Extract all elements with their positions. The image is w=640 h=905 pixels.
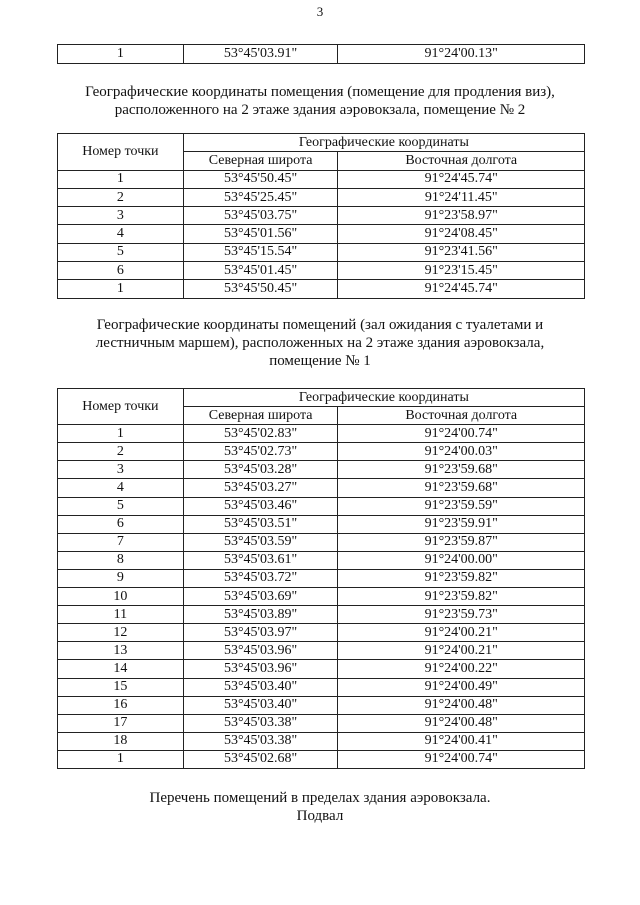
point-number-cell: 5 xyxy=(58,243,184,261)
table-row xyxy=(58,533,585,551)
table-row xyxy=(58,280,585,298)
point-number-cell: 5 xyxy=(58,497,184,515)
longitude-cell: 91°24'00.21" xyxy=(338,624,585,642)
point-number-cell: 10 xyxy=(58,588,184,606)
latitude-cell: 53°45'03.69" xyxy=(183,588,338,606)
table-row xyxy=(58,750,585,768)
longitude-cell: 91°23'59.91" xyxy=(338,515,585,533)
longitude-cell: 91°23'41.56" xyxy=(338,243,585,261)
section-heading-room-1 xyxy=(0,316,640,370)
latitude-cell: 53°45'03.28" xyxy=(183,461,338,479)
latitude-cell: 53°45'03.40" xyxy=(183,678,338,696)
latitude-cell: 53°45'03.38" xyxy=(183,732,338,750)
table-row xyxy=(58,551,585,569)
heading-line: Перечень помещений в пределах здания аэровокзала. xyxy=(149,790,491,806)
latitude-cell: 53°45'50.45" xyxy=(183,280,338,298)
point-number-cell: 12 xyxy=(58,624,184,642)
point-number-cell: 1 xyxy=(58,750,184,768)
table-row xyxy=(58,262,585,280)
table-row xyxy=(58,497,585,515)
longitude-cell: 91°24'00.41" xyxy=(338,732,585,750)
header-longitude: Восточная долгота xyxy=(338,407,585,425)
latitude-cell: 53°45'03.59" xyxy=(183,533,338,551)
point-number-cell: 1 xyxy=(58,425,184,443)
table-row xyxy=(58,461,585,479)
latitude-cell: 53°45'03.75" xyxy=(183,207,338,225)
coordinates-table-room-1 xyxy=(57,388,585,769)
longitude-cell: 91°24'00.74" xyxy=(338,425,585,443)
point-number-cell: 14 xyxy=(58,660,184,678)
header-latitude: Северная широта xyxy=(183,407,338,425)
header-longitude: Восточная долгота xyxy=(338,152,585,170)
table-row xyxy=(58,45,585,64)
latitude-cell: 53°45'03.51" xyxy=(183,515,338,533)
point-number-cell: 2 xyxy=(58,443,184,461)
latitude-cell: 53°45'03.40" xyxy=(183,696,338,714)
longitude-cell: 91°23'59.87" xyxy=(338,533,585,551)
longitude-cell: 91°24'00.13" xyxy=(338,45,585,64)
heading-line: Географические координаты помещений (зал ожидания с туалетами и xyxy=(96,317,544,333)
heading-line: лестничным маршем), расположенных на 2 этаже здания аэровокзала, xyxy=(95,335,545,351)
page-number: 3 xyxy=(316,4,324,19)
coordinates-table-room-2 xyxy=(57,133,585,299)
table-row xyxy=(58,170,585,188)
header-geo-coords: Географические координаты xyxy=(183,389,584,407)
longitude-cell: 91°24'00.00" xyxy=(338,551,585,569)
point-number-cell: 2 xyxy=(58,188,184,206)
latitude-cell: 53°45'03.38" xyxy=(183,714,338,732)
longitude-cell: 91°24'11.45" xyxy=(338,188,585,206)
section-heading-room-2 xyxy=(0,83,640,119)
longitude-cell: 91°24'45.74" xyxy=(338,280,585,298)
point-number-cell: 11 xyxy=(58,606,184,624)
point-number-cell: 17 xyxy=(58,714,184,732)
table-row xyxy=(58,225,585,243)
table-row xyxy=(58,588,585,606)
longitude-cell: 91°23'59.82" xyxy=(338,569,585,587)
table-row xyxy=(58,642,585,660)
table-row xyxy=(58,515,585,533)
point-number-cell: 16 xyxy=(58,696,184,714)
point-number-cell: 3 xyxy=(58,207,184,225)
longitude-cell: 91°24'00.48" xyxy=(338,714,585,732)
latitude-cell: 53°45'50.45" xyxy=(183,170,338,188)
table-row xyxy=(58,714,585,732)
table-row xyxy=(58,479,585,497)
latitude-cell: 53°45'03.96" xyxy=(183,642,338,660)
point-number-cell: 4 xyxy=(58,225,184,243)
latitude-cell: 53°45'03.91" xyxy=(183,45,338,64)
latitude-cell: 53°45'15.54" xyxy=(183,243,338,261)
latitude-cell: 53°45'03.72" xyxy=(183,569,338,587)
point-number-cell: 3 xyxy=(58,461,184,479)
longitude-cell: 91°24'45.74" xyxy=(338,170,585,188)
point-number-cell: 1 xyxy=(58,280,184,298)
longitude-cell: 91°24'08.45" xyxy=(338,225,585,243)
latitude-cell: 53°45'02.73" xyxy=(183,443,338,461)
point-number-cell: 1 xyxy=(58,170,184,188)
heading-line: помещение № 1 xyxy=(269,353,371,369)
latitude-cell: 53°45'01.56" xyxy=(183,225,338,243)
point-number-cell: 1 xyxy=(58,45,184,64)
table-row xyxy=(58,660,585,678)
footer-heading xyxy=(0,789,640,825)
longitude-cell: 91°24'00.48" xyxy=(338,696,585,714)
header-latitude: Северная широта xyxy=(183,152,338,170)
latitude-cell: 53°45'02.83" xyxy=(183,425,338,443)
latitude-cell: 53°45'03.89" xyxy=(183,606,338,624)
table-row xyxy=(58,188,585,206)
longitude-cell: 91°24'00.49" xyxy=(338,678,585,696)
table-row xyxy=(58,624,585,642)
header-geo-coords: Географические координаты xyxy=(183,134,584,152)
heading-line: Подвал xyxy=(296,808,344,824)
table-row xyxy=(58,732,585,750)
latitude-cell: 53°45'01.45" xyxy=(183,262,338,280)
latitude-cell: 53°45'03.97" xyxy=(183,624,338,642)
latitude-cell: 53°45'03.27" xyxy=(183,479,338,497)
longitude-cell: 91°23'15.45" xyxy=(338,262,585,280)
latitude-cell: 53°45'03.96" xyxy=(183,660,338,678)
latitude-cell: 53°45'03.46" xyxy=(183,497,338,515)
longitude-cell: 91°23'59.68" xyxy=(338,461,585,479)
table-row xyxy=(58,678,585,696)
point-number-cell: 13 xyxy=(58,642,184,660)
table-row xyxy=(58,696,585,714)
point-number-cell: 6 xyxy=(58,262,184,280)
longitude-cell: 91°24'00.03" xyxy=(338,443,585,461)
longitude-cell: 91°23'59.68" xyxy=(338,479,585,497)
longitude-cell: 91°23'59.82" xyxy=(338,588,585,606)
longitude-cell: 91°23'59.73" xyxy=(338,606,585,624)
point-number-cell: 15 xyxy=(58,678,184,696)
point-number-cell: 4 xyxy=(58,479,184,497)
table-row xyxy=(58,243,585,261)
longitude-cell: 91°23'59.59" xyxy=(338,497,585,515)
coordinates-table-fragment xyxy=(57,44,585,64)
longitude-cell: 91°23'58.97" xyxy=(338,207,585,225)
latitude-cell: 53°45'02.68" xyxy=(183,750,338,768)
heading-line: расположенного на 2 этаже здания аэровокзала, помещение № 2 xyxy=(114,102,526,118)
point-number-cell: 8 xyxy=(58,551,184,569)
table-row xyxy=(58,425,585,443)
latitude-cell: 53°45'03.61" xyxy=(183,551,338,569)
longitude-cell: 91°24'00.21" xyxy=(338,642,585,660)
heading-line: Географические координаты помещения (помещение для продления виз), xyxy=(85,84,555,100)
header-point-number: Номер точки xyxy=(58,134,184,171)
longitude-cell: 91°24'00.22" xyxy=(338,660,585,678)
point-number-cell: 6 xyxy=(58,515,184,533)
table-row xyxy=(58,606,585,624)
table-row xyxy=(58,443,585,461)
latitude-cell: 53°45'25.45" xyxy=(183,188,338,206)
point-number-cell: 9 xyxy=(58,569,184,587)
header-point-number: Номер точки xyxy=(58,389,184,425)
table-row xyxy=(58,569,585,587)
point-number-cell: 18 xyxy=(58,732,184,750)
table-row xyxy=(58,207,585,225)
point-number-cell: 7 xyxy=(58,533,184,551)
longitude-cell: 91°24'00.74" xyxy=(338,750,585,768)
